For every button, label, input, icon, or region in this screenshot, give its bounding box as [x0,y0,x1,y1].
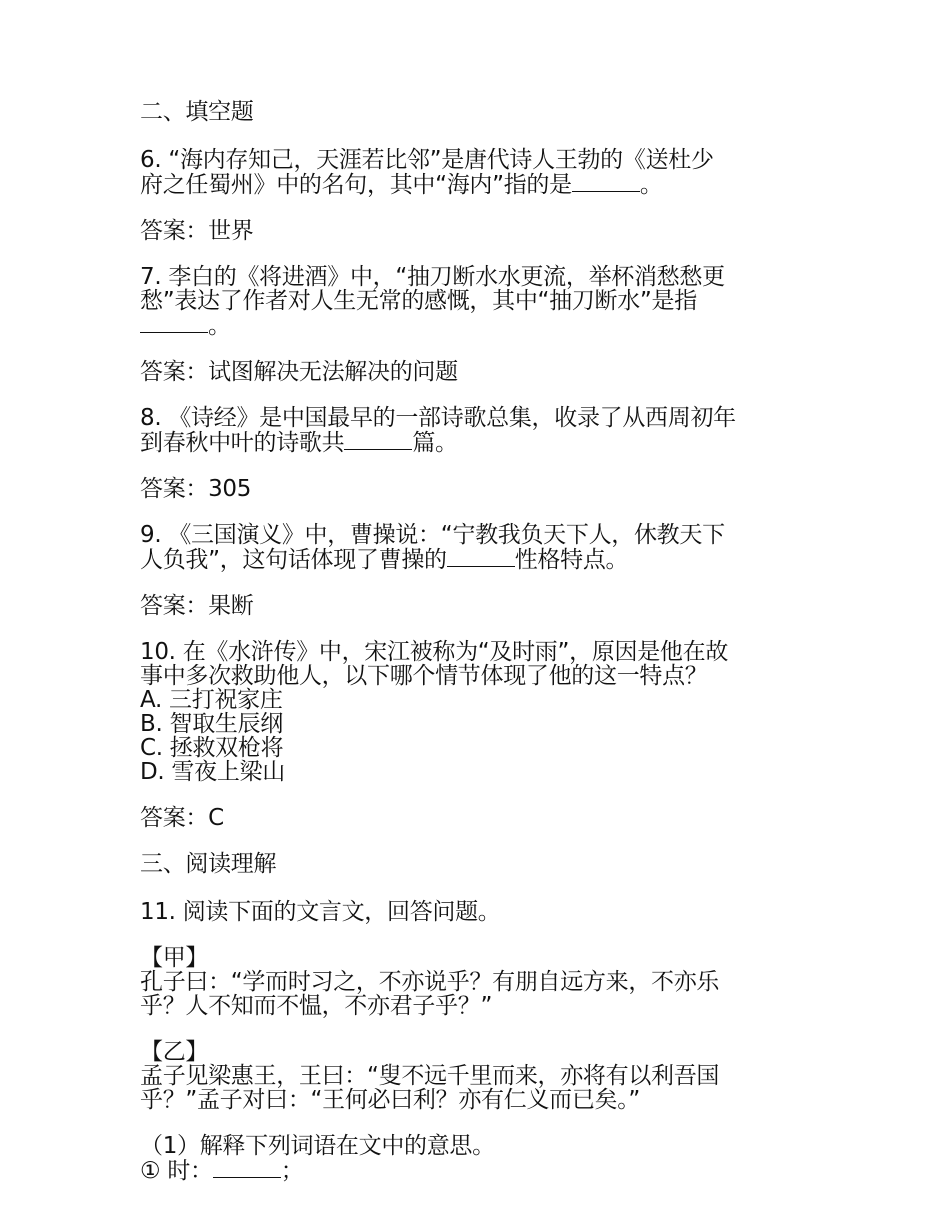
answer-8: 答案：305 [140,476,252,502]
q7-line3 [140,313,810,338]
q11-sub1 [140,1134,810,1183]
q6-line2-end: 。 [639,172,663,198]
answer-7: 答案：试图解决无法解决的问题 [140,359,458,385]
q9-blank [447,547,515,567]
sub1-title: （1）解释下列词语在文中的意思。 [140,1133,495,1159]
yi-line1: 孟子见梁惠王，王曰：“叟不远千里而来，亦将有以利吾国 [140,1063,720,1089]
q10-option-a: A. 三打祝家庄 [140,687,283,713]
question-10 [140,640,810,784]
q6-line2 [140,172,810,197]
question-9 [140,523,810,572]
q9-line1: 9. 《三国演义》中，曹操说：“宁教我负天下人，休教天下 [140,522,725,548]
q8-blank [344,430,412,450]
q8-line2-text: 到春秋中叶的诗歌共 [140,430,345,456]
sub1-item1 [140,1158,810,1183]
jia-line1: 孔子曰：“学而时习之，不亦说乎？有朋自远方来，不亦乐 [140,969,720,995]
section2-title: 二、填空题 [140,99,254,125]
q10-option-b: B. 智取生辰纲 [140,711,284,737]
question-8 [140,406,810,455]
q6-blank [572,172,640,192]
q7-line1: 7. 李白的《将进酒》中，“抽刀断水水更流，举杯消愁愁更 [140,264,725,290]
q7-blank [140,313,208,333]
jia-line2: 乎？人不知而不愠，不亦君子乎？” [140,993,493,1019]
question-7 [140,265,810,338]
q9-line2-text: 人负我”，这句话体现了曹操的 [140,547,447,573]
question-6 [140,148,810,197]
jia-label: 【甲】 [140,945,209,971]
answer-6: 答案：世界 [140,218,254,244]
q10-line2: 事中多次救助他人，以下哪个情节体现了他的这一特点？ [140,663,708,689]
q9-line2 [140,547,810,572]
q10-line1: 10. 在《水浒传》中，宋江被称为“及时雨”，原因是他在故 [140,639,729,665]
sub1-item1-text: ① 时： [140,1158,213,1184]
q6-line2-text: 府之任蜀州》中的名句，其中“海内”指的是 [140,172,572,198]
q8-line1: 8. 《诗经》是中国最早的一部诗歌总集，收录了从西周初年 [140,405,736,431]
q8-line2-end: 篇。 [412,430,458,456]
q10-option-d: D. 雪夜上梁山 [140,759,285,785]
section3-title: 三、阅读理解 [140,851,277,877]
yi-line2: 乎？”孟子对曰：“王何必曰利？亦有仁义而已矣。” [140,1087,641,1113]
answer-9: 答案：果断 [140,593,254,619]
sub1-item1-blank [213,1158,281,1178]
q7-line2: 愁”表达了作者对人生无常的感慨，其中“抽刀断水”是指 [140,288,697,314]
yi-label: 【乙】 [140,1039,209,1065]
q9-line2-end: 性格特点。 [514,547,629,573]
q8-line2 [140,430,810,455]
q11-intro: 11. 阅读下面的文言文，回答问题。 [140,899,501,925]
answer-10: 答案：C [140,805,224,831]
q10-option-c: C. 拯救双枪将 [140,735,284,761]
passage-jia [140,946,810,1018]
sub1-item1-end: ； [280,1158,304,1184]
q6-line1: 6. “海内存知己，天涯若比邻”是唐代诗人王勃的《送杜少 [140,147,714,173]
q7-line3-end: 。 [208,313,231,339]
passage-yi [140,1040,810,1112]
